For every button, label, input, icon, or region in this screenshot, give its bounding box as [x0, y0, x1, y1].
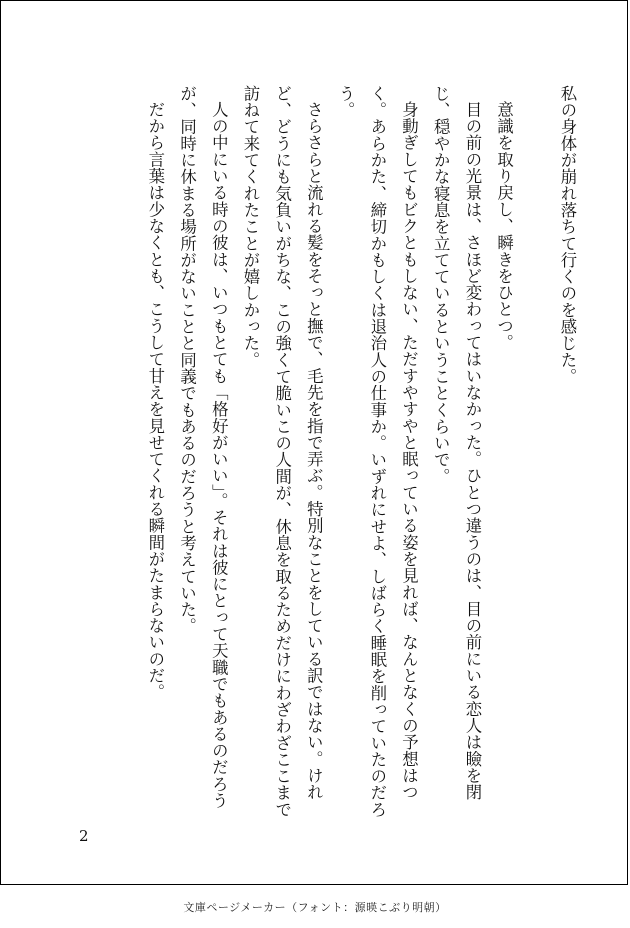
vertical-text-body	[63, 85, 583, 825]
paragraph-opening: 私の身体が崩れ落ちて行くのを感じた。	[558, 85, 577, 385]
paragraph: さらさらと流れる髪をそっと撫で、毛先を指で弄ぶ。特別なことをしている訳ではない。けれど、どうにも気負いがちな、この強くて脆いこの人間が、休息を取るためだけにわざわざここまで訪ねて来てくれたことが嬉しかった。	[240, 85, 324, 818]
paragraph: 人の中にいる時の彼は、いつもとても「格好がいい」。それは彼にとって天職でもあるのだろうが、同時に休まる場所がないことと同義でもあるのだろうと考えていた。	[177, 85, 229, 810]
paragraph: 目の前の光景は、さほど変わってはいなかった。ひとつ違うのは、目の前にいる恋人は瞼を閉じ、穏やかな寝息を立てているということくらいで。	[431, 85, 482, 801]
page-number: 2	[79, 827, 89, 845]
paragraph: 身動ぎしてもビクともしない、ただすやすやと眠っている姿を見れば、なんとなくの予想はつく。あらかた、締切かもしくは退治人の仕事か。いずれにせよ、しばらく睡眠を削っていたのだろう。	[336, 85, 419, 818]
paragraph: だから言葉は少なくとも、こうして甘えを見せてくれる瞬間がたまらないのだ。	[145, 101, 165, 701]
footer-credit: 文庫ページメーカー（フォント：源暎こぶり明朝）	[183, 901, 447, 914]
paragraph: 意識を取り戻し、瞬きをひとつ。	[494, 101, 514, 352]
